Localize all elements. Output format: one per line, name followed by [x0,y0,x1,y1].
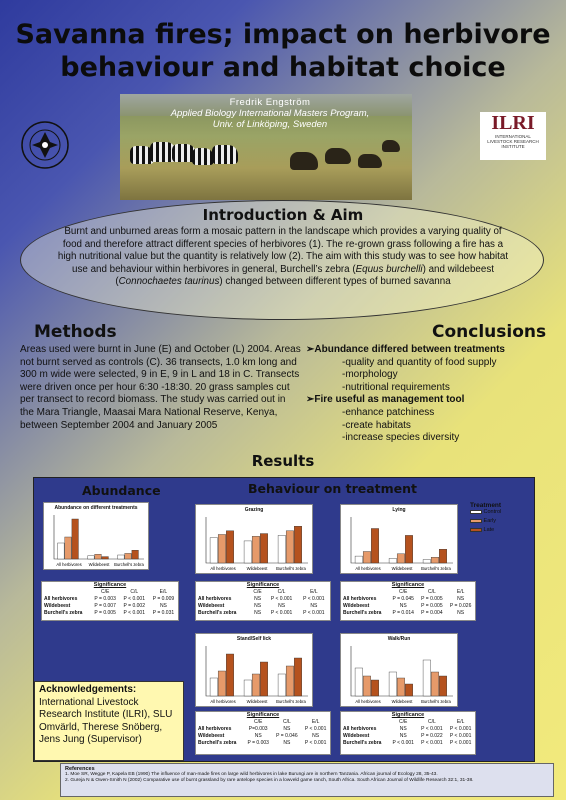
title-line-1: Savanna fires; impact on herbivore [15,19,551,50]
list-item: -morphology [342,369,398,381]
chart-bar [439,676,446,696]
ilri-logo: ILRI INTERNATIONAL LIVESTOCK RESEARCH INSTITUTE [480,112,546,160]
chart-category-label: Wildebeest [246,566,268,571]
list-item: -nutritional requirements [342,381,450,393]
chart-bar [363,676,370,696]
list-item: -create habitats [342,419,411,431]
chart-bar [244,541,251,563]
table-row: Burchell's zebra P < 0.001 P < 0.001 P < 0.001 [343,739,472,746]
chart-category-label: All herbivores [210,566,236,571]
chart-bar [389,672,396,696]
abundance-chart [43,502,149,570]
reference-1: 1. Moe SR, Wegge P, Kapela EB (1990) The influence of man-made fires on large wild herbivores in lake Burungi are in northern Tanzania. African journal of Ecology 28, 35-43. [65,772,438,777]
stand-self-lick-chart [195,633,313,707]
significance-table-lying: Significance C/E C/L E/L All herbivores P = 0.045 P = 0.005 NS Wildebeest NS P = 0.005 P = 0.026 Burchell's zebra P = 0.014 P = 0.004 NS [340,581,476,621]
chart-bar [244,680,251,696]
table-row: Wildebeest NS P = 0.005 P = 0.026 [343,602,472,609]
table-row: All herbivores NS P < 0.001 P < 0.001 [343,725,472,732]
chart-bar [371,680,378,696]
chart-bar [102,557,109,559]
chart-bar [218,534,225,563]
chart-bar [405,535,412,563]
conclusions-list [306,344,556,445]
reference-2: 2. Gureja N & Owen-Smith N (2002) Comparative use of burnt grassland by rare antelope species in a lowveld game ranch, South Africa. South African Journal of Wildlife Research 32:1, 31-38. [65,778,474,783]
references-box [60,763,554,797]
table-row: Burchell's zebra P = 0.003 NS P < 0.001 [198,739,327,746]
chart-bar [431,672,438,696]
chart-bar [294,526,301,563]
chart-category-label: All herbivores [355,699,381,704]
table-row: All herbivores P=0.003 NS P < 0.001 [198,725,327,732]
chart-bar [252,674,259,696]
legend-item-early: Early [470,518,530,524]
chart-category-label: All herbivores [210,699,236,704]
intro-text: Burnt and unburned areas form a mosaic pattern in the landscape which provides a varying quality of food and therefore attract different species of herbivores (1). The re-grown grass following a fire has a high nutritional value but the quantity is relatively low (2). The aim with this study was to see how habitat use and behaviour within herbivores in general, Burchell’s zebra (Equus burchelli) and wildebeest (Connochaetes taurinus) changed between different types of burned savanna [57,226,509,287]
chart-title: Walk/Run [387,636,411,642]
chart-bar [355,668,362,696]
intro-heading: Introduction & Aim [202,206,364,224]
chart-bar [218,671,225,696]
author-name: Fredrik Engström [229,97,311,108]
significance-table-grazing: Significance C/E C/L E/L All herbivores NS P < 0.001 P < 0.001 Wildebeest NS NS NS Burchell's zebra NS P < 0.001 P < 0.001 [195,581,331,621]
chart-bar [286,531,293,563]
chart-bar [371,529,378,564]
conclusions-heading: Conclusions [432,322,547,342]
chart-category-label: All herbivores [355,566,381,571]
legend-title: Treatment [470,502,502,509]
table-row: Burchell's zebra P = 0.005 P < 0.001 P = 0.031 [44,609,175,616]
chart-bar [389,558,396,563]
chart-title: Grazing [244,507,264,513]
list-item: -quality and quantity of food supply [342,356,497,368]
significance-label: Significance [391,582,425,588]
chart-bar [58,543,65,559]
grazing-chart [195,504,313,574]
chart-bar [397,678,404,696]
acknowledgements-heading: Acknowledgements: [39,684,137,695]
chart-title: Abundance on different treatments [54,505,138,511]
behaviour-title: Behaviour on treatment [248,481,418,496]
chart-category-label: Wildebeest [391,566,413,571]
author-block [170,97,370,130]
abundance-title: Abundance [82,483,161,498]
chart-bar [286,666,293,696]
table-row: All herbivores P = 0.003 P < 0.001 P = 0.009 [44,595,175,602]
significance-table-walk-run: Significance C/E C/L E/L All herbivores NS P < 0.001 P < 0.001 Wildebeest NS P = 0.022 P < 0.001 Burchell's zebra P < 0.001 P < 0.001 P < 0.001 [340,711,476,755]
acknowledgements-box [34,681,184,761]
walk-run-chart [340,633,458,707]
methods-text: Areas used were burnt in June (E) and October (L) 2004. Areas not burnt served as controls (C). 36 transects, 1.0 km long and 300 m wide were selected, 9 in E, 9 in L and 18 in C. Transects were driven once per hour 6:30 -18:30. 20 grass samples cut per transect to record biomass. The study was carried out in the Mara Triangle, Maasai Mara National Reserve, Kenya, between September 2004 and January 2005 [20,344,301,431]
list-item: -increase species diversity [342,432,460,444]
chart-bar [397,554,404,563]
chart-bar [423,660,430,696]
chart-bar [95,554,102,559]
chart-bar [260,534,267,563]
chart-bar [65,537,72,559]
conclusion-bullet-1: ➢Abundance differed between treatments [306,344,505,355]
list-item: -enhance patchiness [342,406,435,418]
chart-bar [431,557,438,563]
references-heading: References [65,766,95,772]
author-program: Applied Biology International Masters Program, [170,108,370,119]
chart-title: Lying [392,507,406,513]
chart-category-label: Burchell's zebra [114,562,144,567]
chart-bar [405,684,412,696]
significance-table-abundance: Significance C/E C/L E/L All herbivores P = 0.003 P < 0.001 P = 0.009 Wildebeest P = 0.007 P = 0.002 NS Burchell's zebra P = 0.005 P < 0.001 P = 0.031 [41,581,179,621]
table-row: Wildebeest NS NS NS [198,602,318,609]
chart-bar [226,654,233,696]
table-row: All herbivores NS P < 0.001 P < 0.001 [198,595,325,602]
title-line-2: behaviour and habitat choice [60,52,506,83]
legend-item-control: Control [470,509,530,515]
chart-category-label: Burchell's zebra [276,699,306,704]
treatment-legend [470,502,530,552]
significance-label: Significance [93,582,127,588]
table-row: Burchell's zebra NS P < 0.001 P < 0.001 [198,609,325,616]
chart-bar [210,678,217,696]
species-zebra: Equus burchelli [355,263,423,275]
acknowledgements-text: International Livestock Research Institute (ILRI), SLU Omvärld, Therese Snöberg, Jens Jung (Supervisor) [39,696,173,746]
chart-bar [125,553,132,559]
chart-category-label: Wildebeest [88,562,110,567]
significance-table-stand-self-lick: Significance C/E C/L E/L All herbivores P=0.003 NS P < 0.001 Wildebeest NS P = 0.046 NS Burchell's zebra P = 0.003 NS P < 0.001 [195,711,331,755]
table-row: Wildebeest P = 0.007 P = 0.002 NS [44,602,167,609]
chart-category-label: Burchell's zebra [421,566,451,571]
chart-bar [423,560,430,563]
significance-label: Significance [246,712,280,718]
university-seal-logo [20,120,70,170]
chart-bar [294,658,301,696]
conclusion-bullet-2: ➢Fire useful as management tool [306,394,465,406]
results-heading: Results [251,452,315,470]
table-row: Wildebeest NS P = 0.046 NS [198,732,320,739]
author-univ: Univ. of Linköping, Sweden [212,119,328,130]
poster-title [0,18,566,84]
table-row: Burchell's zebra P = 0.014 P = 0.004 NS [343,609,465,616]
chart-bar [226,531,233,563]
chart-bar [278,674,285,696]
chart-bar [260,662,267,696]
chart-bar [88,556,95,559]
table-row: Wildebeest NS P = 0.022 P < 0.001 [343,732,472,739]
species-wildebeest: Connochaetes taurinus [118,276,220,287]
chart-category-label: All herbivores [56,562,82,567]
lying-chart [340,504,458,574]
chart-bar [363,552,370,564]
chart-title: Stand/Self lick [236,636,272,642]
chart-category-label: Burchell's zebra [421,699,451,704]
chart-bar [72,519,79,559]
chart-category-label: Wildebeest [391,699,413,704]
methods-heading: Methods [34,322,117,342]
chart-bar [118,555,125,559]
significance-label: Significance [246,582,280,588]
table-row: All herbivores P = 0.045 P = 0.005 NS [343,595,465,602]
chart-bar [252,536,259,563]
significance-label: Significance [391,712,425,718]
chart-category-label: Wildebeest [246,699,268,704]
chart-bar [439,549,446,563]
legend-item-late: Late [470,527,530,533]
chart-bar [132,550,139,559]
chart-category-label: Burchell's zebra [276,566,306,571]
chart-bar [210,538,217,563]
chart-bar [355,556,362,563]
chart-bar [278,535,285,563]
